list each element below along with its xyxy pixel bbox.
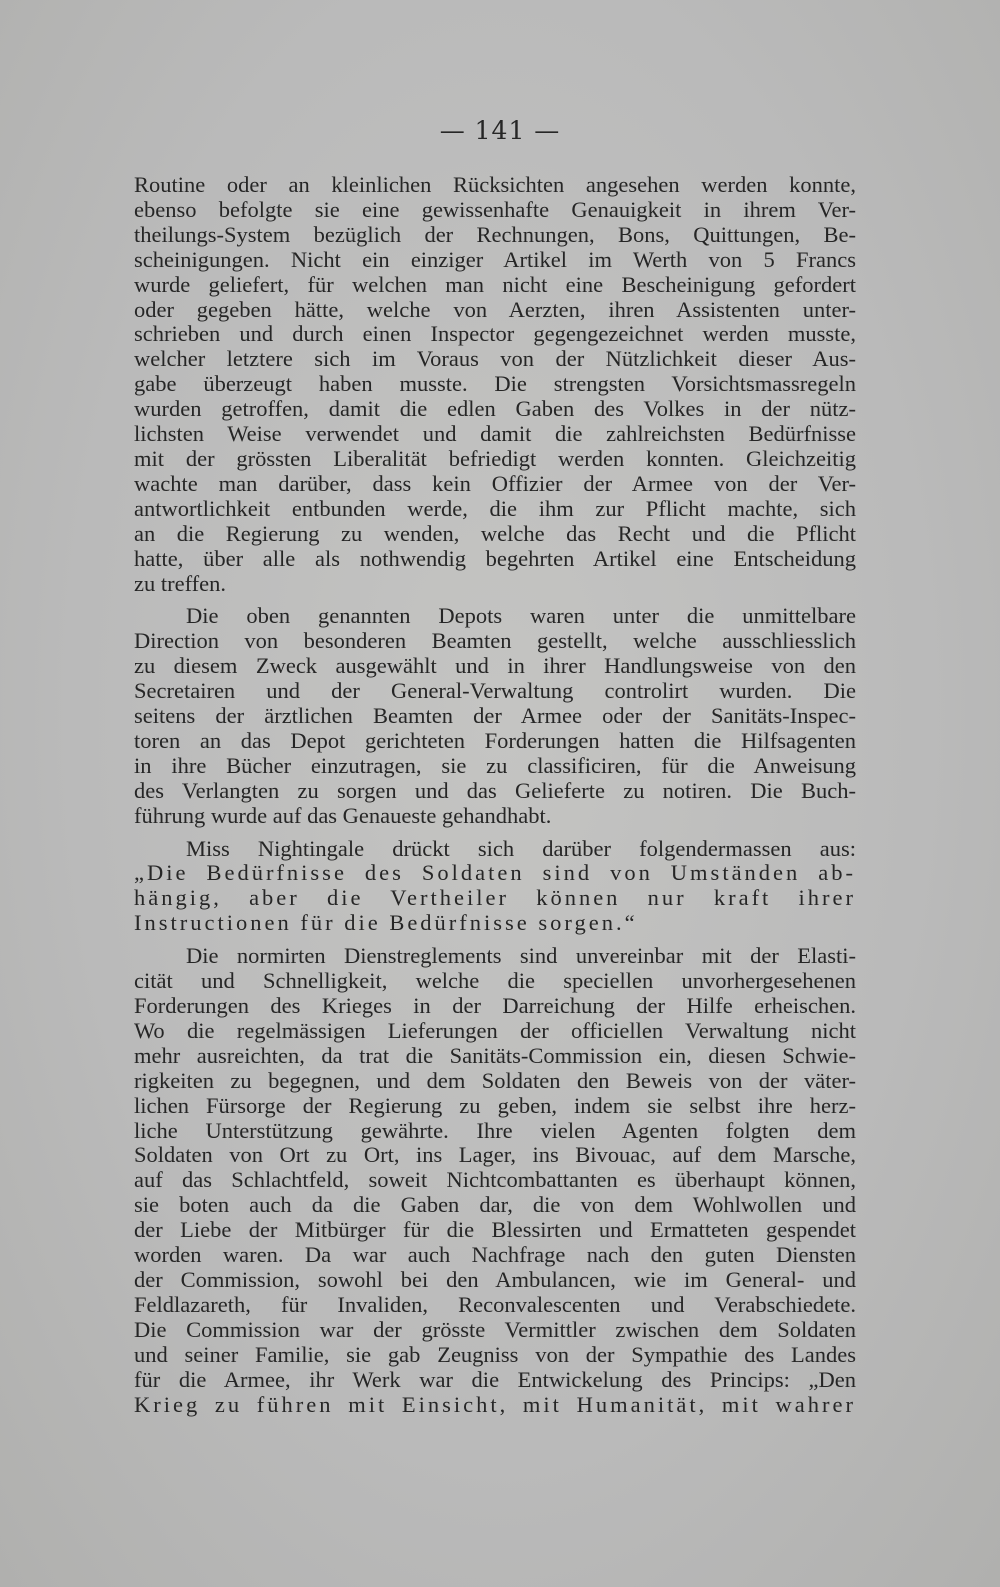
text-line: liche Unterstützung gewährte. Ihre vielen Agenten folgten dem xyxy=(134,1117,856,1143)
text-line: auf das Schlachtfeld, soweit Nichtcombattanten es überhaupt können, xyxy=(134,1167,856,1193)
text-line: des Verlangten zu sorgen und das Gelieferte zu notiren. Die Buch- xyxy=(134,777,856,803)
text-line: wachte man darüber, dass kein Offizier der Armee von der Ver- xyxy=(134,470,856,496)
text-line: zu treffen. xyxy=(134,570,227,596)
text-line: schrieben und durch einen Inspector gegengezeichnet werden musste, xyxy=(134,321,856,347)
text-line: seitens der ärztlichen Beamten der Armee oder der Sanitäts-Inspec- xyxy=(134,703,856,729)
text-line: Die Commission war der grösste Vermittler zwischen dem Soldaten xyxy=(134,1316,856,1342)
text-line: worden waren. Da war auch Nachfrage nach den guten Diensten xyxy=(134,1242,856,1268)
body-text xyxy=(134,173,856,1417)
text-line: Wo die regelmässigen Lieferungen der officiellen Verwaltung nicht xyxy=(134,1017,856,1043)
quote-line: hängig, aber die Vertheiler können nur kraft ihrer xyxy=(134,885,856,911)
text-line: der Commission, sowohl bei den Ambulancen, wie im General- und xyxy=(134,1266,856,1292)
text-line: und seiner Familie, sie gab Zeugniss von der Sympathie des Landes xyxy=(134,1341,856,1367)
page-number: — 141 — xyxy=(439,116,561,145)
quote-line: Instructionen für die Bedürfnisse sorgen.“ xyxy=(134,910,638,936)
text-line: theilungs-System bezüglich der Rechnungen, Bons, Quittungen, Be- xyxy=(134,221,856,247)
text-line: Secretairen und der General-Verwaltung controlirt wurden. Die xyxy=(134,678,856,704)
paragraph-4 xyxy=(134,944,856,1417)
text-line: Krieg zu führen mit Einsicht, mit Humanität, mit wahrer xyxy=(134,1391,856,1417)
text-line: ebenso befolgte sie eine gewissenhafte Genauigkeit in ihrem Ver- xyxy=(134,196,856,222)
text-line: toren an das Depot gerichteten Forderungen hatten die Hilfsagenten xyxy=(134,727,856,753)
text-line: rigkeiten zu begegnen, und dem Soldaten den Beweis von der väter- xyxy=(134,1067,856,1093)
text-line: Forderungen des Krieges in der Darreichung der Hilfe erheischen. xyxy=(134,993,856,1018)
text-line: lichen Fürsorge der Regierung zu geben, indem sie selbst ihre herz- xyxy=(134,1092,856,1118)
text-line: führung wurde auf das Genaueste gehandhabt. xyxy=(134,802,552,828)
quote-line: „Die Bedürfnisse des Soldaten sind von Umständen ab- xyxy=(134,860,856,886)
text-line: wurden getroffen, damit die edlen Gaben des Volkes in der nütz- xyxy=(134,396,856,422)
text-line: Die oben genannten Depots waren unter die unmittelbare xyxy=(186,603,856,629)
text-line: Die normirten Dienstreglements sind unvereinbar mit der Elasti- xyxy=(186,943,856,969)
text-line: mit der grössten Liberalität befriedigt werden konnten. Gleichzeitig xyxy=(134,445,856,471)
text-line: in ihre Bücher einzutragen, sie zu classificiren, für die Anweisung xyxy=(134,752,856,778)
text-line: Direction von besonderen Beamten gestellt, welche ausschliesslich xyxy=(134,628,856,654)
text-line: gabe überzeugt haben musste. Die strengsten Vorsichtsmassregeln xyxy=(134,371,856,397)
text-line: welcher letztere sich im Voraus von der Nützlichkeit dieser Aus- xyxy=(134,346,856,372)
text-line: cität und Schnelligkeit, welche die speciellen unvorhergesehenen xyxy=(134,968,856,994)
text-line: sie boten auch da die Gaben dar, die von dem Wohlwollen und xyxy=(134,1192,856,1218)
paragraph-3 xyxy=(134,837,856,937)
text-line: Feldlazareth, für Invaliden, Reconvalescenten und Verabschiedete. xyxy=(134,1291,856,1317)
text-line: zu diesem Zweck ausgewählt und in ihrer Handlungsweise von den xyxy=(134,653,856,679)
text-line: für die Armee, ihr Werk war die Entwickelung des Princips: „Den xyxy=(134,1366,856,1392)
text-line: hatte, über alle als nothwendig begehrten Artikel eine Entscheidung xyxy=(134,545,856,571)
paragraph-2 xyxy=(134,604,856,828)
text-line: Soldaten von Ort zu Ort, ins Lager, ins Bivouac, auf dem Marsche, xyxy=(134,1142,856,1168)
text-line: mehr ausreichten, da trat die Sanitäts-Commission ein, diesen Schwie- xyxy=(134,1042,856,1068)
text-line: der Liebe der Mitbürger für die Blessirten und Ermatteten gespendet xyxy=(134,1217,856,1243)
text-line: wurde geliefert, für welchen man nicht eine Bescheinigung gefordert xyxy=(134,271,856,297)
text-line: Miss Nightingale drückt sich darüber folgendermassen aus: xyxy=(186,835,856,861)
text-line: an die Regierung zu wenden, welche das Recht und die Pflicht xyxy=(134,520,856,546)
text-line: antwortlichkeit entbunden werde, die ihm zur Pflicht machte, sich xyxy=(134,495,856,521)
text-line: scheinigungen. Nicht ein einziger Artikel im Werth von 5 Francs xyxy=(134,246,856,272)
text-line: lichsten Weise verwendet und damit die zahlreichsten Bedürfnisse xyxy=(134,421,856,447)
text-line: Routine oder an kleinlichen Rücksichten angesehen werden konnte, xyxy=(134,172,856,197)
text-line: oder gegeben hätte, welche von Aerzten, ihren Assistenten unter- xyxy=(134,296,856,322)
paragraph-1 xyxy=(134,173,856,596)
